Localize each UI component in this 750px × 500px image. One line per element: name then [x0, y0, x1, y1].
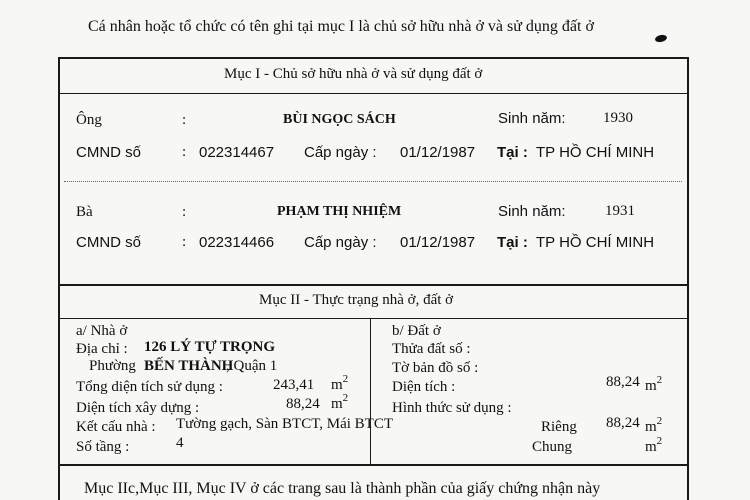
owner1-issue-date: 01/12/1987: [400, 144, 476, 161]
usage-label: Hình thức sử dụng :: [392, 400, 512, 416]
owner2-id-number: 022314466: [199, 234, 275, 251]
owner1-issue-label: Cấp ngày :: [304, 144, 377, 161]
total-area-label: Tổng diện tích sử dụng :: [76, 379, 223, 395]
owner1-id-label: CMND số: [76, 144, 142, 161]
address-value: 126 LÝ TỰ TRỌNG: [144, 339, 275, 355]
section1-divider: [58, 93, 689, 94]
address-label: Địa chỉ :: [76, 341, 128, 357]
section2-title: Mục II - Thực trạng nhà ở, đất ở: [259, 292, 454, 308]
frame-left: [58, 57, 60, 500]
land-heading: b/ Đất ở: [392, 323, 441, 339]
owner1-id-number: 022314467: [199, 144, 275, 161]
owner2-birth-year: 1931: [605, 203, 635, 219]
footer-text: Mục IIc,Mục III, Mục IV ở các trang sau là thành phần của giấy chứng nhận này: [84, 480, 601, 497]
owner1-place-label: Tại :: [497, 144, 528, 161]
section2-column-divider: [370, 318, 371, 464]
owner1-prefix: Ông: [76, 112, 102, 128]
ward-value: BẾN THÀNH: [144, 358, 234, 374]
owner1-birth-label: Sinh năm:: [498, 110, 566, 127]
structure-label: Kết cấu nhà :: [76, 419, 156, 435]
private-label: Riêng: [541, 419, 577, 435]
map-label: Tờ bản đồ số :: [392, 360, 479, 376]
total-area-value: 243,41: [273, 377, 315, 393]
owner2-colon: :: [182, 204, 187, 220]
section1-title: Mục I - Chủ sở hữu nhà ở và sử dụng đất ở: [224, 66, 483, 82]
built-area-label: Diện tích xây dựng :: [76, 400, 200, 416]
land-area-unit: $m^2$: [645, 374, 663, 394]
district-value: , Quận 1: [226, 358, 278, 374]
house-heading: a/ Nhà ở: [76, 323, 128, 339]
shared-unit: $m^2$: [645, 435, 663, 455]
owner2-place-label: Tại :: [497, 234, 528, 251]
owner1-colon: :: [182, 112, 187, 128]
owner2-issue-label: Cấp ngày :: [304, 234, 377, 251]
plot-label: Thửa đất số :: [392, 341, 471, 357]
owner1-birth-year: 1930: [603, 110, 633, 126]
built-area-value: 88,24: [286, 396, 320, 412]
structure-value: Tường gạch, Sàn BTCT, Mái BTCT: [176, 416, 394, 432]
total-area-unit: $m^2$: [331, 373, 349, 393]
ink-mark: [654, 34, 667, 43]
private-unit: $m^2$: [645, 415, 663, 435]
ward-prefix: Phường: [89, 358, 136, 374]
owner1-place: TP HỒ CHÍ MINH: [536, 144, 655, 161]
owner1-name: BÙI NGỌC SÁCH: [283, 112, 396, 127]
section2-top-divider: [58, 284, 689, 286]
section2-divider: [58, 318, 689, 319]
land-area-label: Diện tích :: [392, 379, 456, 395]
floors-value: 4: [176, 435, 184, 451]
section2-bottom-divider: [58, 464, 689, 466]
owner2-birth-label: Sinh năm:: [498, 203, 566, 220]
frame-top: [58, 57, 689, 59]
owner2-id-colon: :: [182, 234, 187, 250]
owner2-issue-date: 01/12/1987: [400, 234, 476, 251]
owner2-prefix: Bà: [76, 204, 93, 220]
owner1-id-colon: :: [182, 144, 187, 160]
private-value: 88,24: [606, 415, 640, 431]
land-area-value: 88,24: [606, 374, 640, 390]
dotted-separator: [64, 181, 682, 182]
owner2-place: TP HỒ CHÍ MINH: [536, 234, 655, 251]
frame-right: [687, 57, 689, 500]
owner2-name: PHẠM THỊ NHIỆM: [277, 204, 402, 219]
owner2-id-label: CMND số: [76, 234, 142, 251]
intro-text: Cá nhân hoặc tổ chức có tên ghi tại mục I là chủ sở hữu nhà ở và sử dụng đất ở: [88, 18, 594, 35]
shared-label: Chung: [532, 439, 573, 455]
built-area-unit: $m^2$: [331, 392, 349, 412]
floors-label: Số tầng :: [76, 439, 130, 455]
